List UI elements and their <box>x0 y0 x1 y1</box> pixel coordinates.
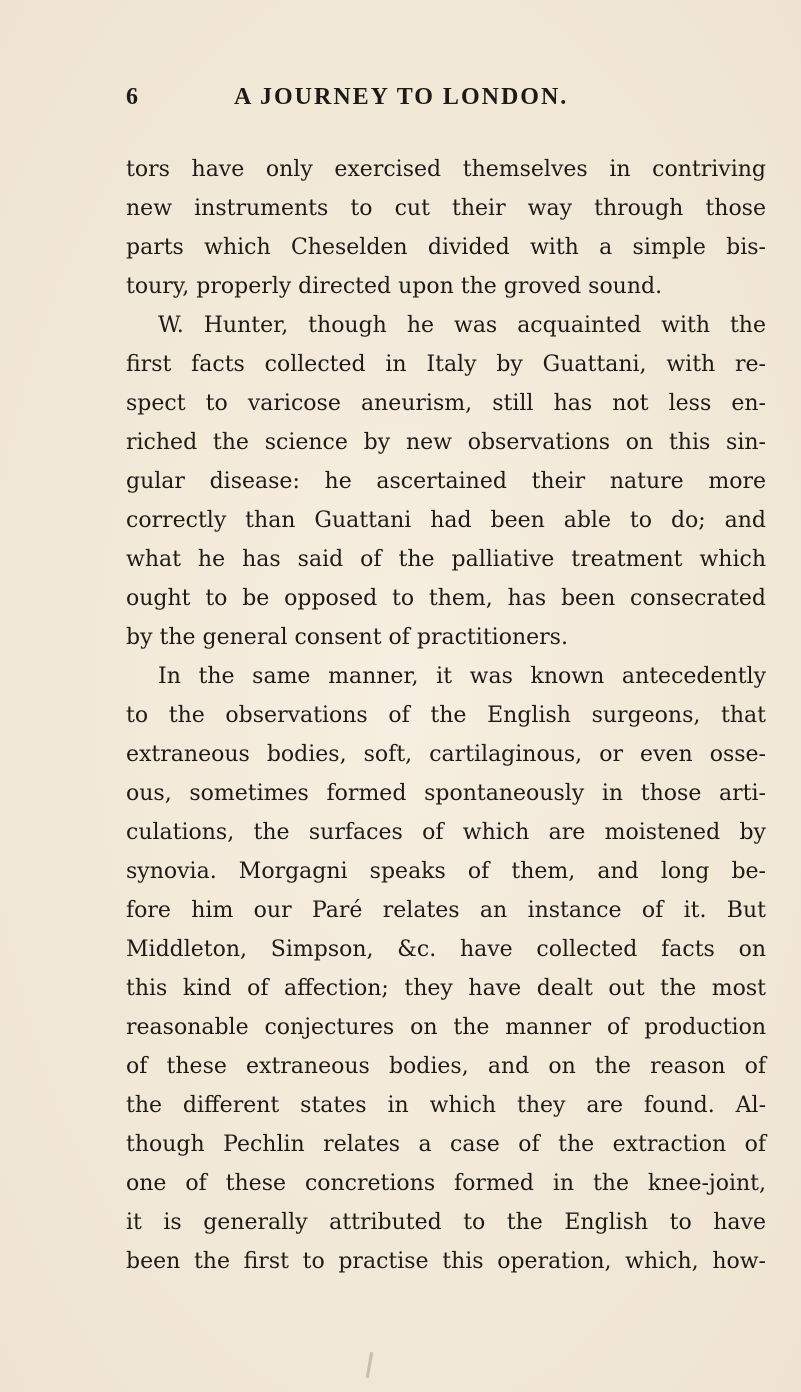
text-line: toury, properly directed upon the groved sound. <box>126 274 663 299</box>
text-line: ous, sometimes formed spontaneously in those arti- <box>126 781 766 806</box>
text-line: Middleton, Simpson, &c. have collected facts on <box>126 937 766 962</box>
text-line: the different states in which they are found. Al- <box>126 1093 766 1118</box>
text-line: fore him our Paré relates an instance of it. But <box>126 898 766 923</box>
text-line: reasonable conjectures on the manner of production <box>126 1015 766 1040</box>
text-line: it is generally attributed to the English to have <box>126 1210 766 1235</box>
text-line: by the general consent of practitioners. <box>126 625 568 650</box>
text-line: culations, the surfaces of which are moistened by <box>126 820 766 845</box>
text-line: new instruments to cut their way through those <box>126 196 766 221</box>
text-line: riched the science by new observations on this sin- <box>126 430 766 455</box>
text-line: to the observations of the English surgeons, that <box>126 703 766 728</box>
text-line: ought to be opposed to them, has been consecrated <box>126 586 766 611</box>
running-head <box>126 84 766 124</box>
text-line: synovia. Morgagni speaks of them, and long be- <box>126 859 766 884</box>
text-line: W. Hunter, though he was acquainted with the <box>158 313 766 338</box>
text-line: though Pechlin relates a case of the extraction of <box>126 1132 766 1157</box>
text-line: tors have only exercised themselves in contriving <box>126 157 766 182</box>
body-text <box>126 150 766 1281</box>
text-line: been the first to practise this operation, which, how- <box>126 1249 766 1274</box>
text-line: what he has said of the palliative treatment which <box>126 547 766 572</box>
text-line: parts which Cheselden divided with a simple bis- <box>126 235 766 260</box>
text-line: extraneous bodies, soft, cartilaginous, or even osse- <box>126 742 766 767</box>
text-line: In the same manner, it was known antecedently <box>158 664 766 689</box>
text-line: correctly than Guattani had been able to do; and <box>126 508 766 533</box>
text-line: this kind of affection; they have dealt out the most <box>126 976 766 1001</box>
text-line: first facts collected in Italy by Guattani, with re- <box>126 352 766 377</box>
text-line: spect to varicose aneurism, still has not less en- <box>126 391 766 416</box>
page-number: 6 <box>126 84 138 110</box>
stray-pencil-mark <box>366 1352 373 1378</box>
text-line: gular disease: he ascertained their nature more <box>126 469 766 494</box>
running-title: A JOURNEY TO LONDON. <box>234 84 569 110</box>
text-line: of these extraneous bodies, and on the reason of <box>126 1054 766 1079</box>
text-line: one of these concretions formed in the knee-joint, <box>126 1171 766 1196</box>
